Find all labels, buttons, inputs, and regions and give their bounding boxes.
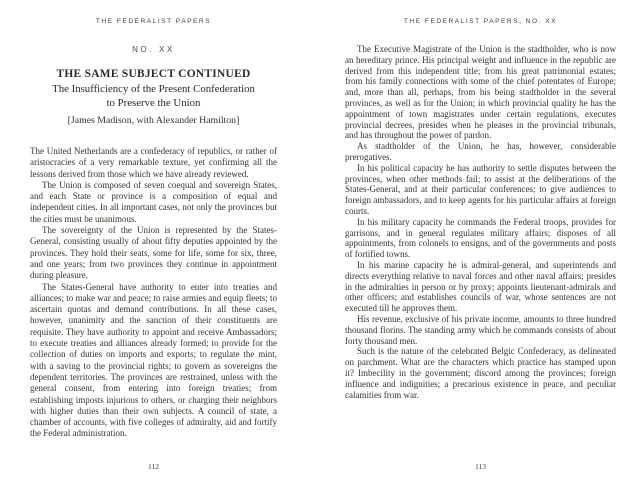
chapter-number: NO. XX — [132, 45, 175, 54]
running-header-right: THE FEDERALIST PAPERS, NO. XX — [403, 18, 558, 25]
running-header-left: THE FEDERALIST PAPERS — [95, 18, 212, 25]
paragraph: The States-General have authority to enter into treaties and alliances; to make war and peace; to raise armies and equip fleets; to ascertain quotas and demand contributions. In all these cases, however, unanimity and the sanction of their constituents are requisite. They have authority to appoint and receive Ambassadors; to execute treaties and alliances already formed; to provide for the collection of duties on imports and exports; to regulate the mint, with a saving to the provincial rights; to govern as sovereigns the dependent territories. The provinces are restrained, unless with the general consent, from entering into foreign treaties; from establishing imposts injurious to others, or charging their neighbors with higher duties than their own subjects. A council of state, a chamber of accounts, with five colleges of admiralty, aid and fortify the Federal administration. — [30, 281, 277, 439]
paragraph: In his political capacity he has authority to settle disputes between the provinces, when other methods fail; to assist at the deliberations of the States-General, and at their particular conferences; to give audiences to foreign ambassadors, and to keep agents for his particular affairs at foreign courts. — [345, 162, 616, 216]
paragraph: The sovereignty of the Union is represented by the States-General, consisting usually of about fifty deputies appointed by the provinces. They hold their seats, some for life, some for six, three, and one years; from two provinces they continue in appointment during pleasure. — [30, 225, 277, 281]
chapter-subtitle-line2: to Preserve the Union — [106, 96, 201, 109]
paragraph: The United Netherlands are a confederacy of republics, or rather of aristocracies of a very remarkable texture, yet confirming all the lessons derived from those which we have already reviewed. — [30, 146, 277, 179]
paragraph: The Executive Magistrate of the Union is the stadtholder, who is now an hereditary prince. His principal weight and influence in the republic are derived from this independent title; from his great patrimonial estates; from his family connections with some of the chief potentates of Europe; and, more than all, perhaps, from his being stadtholder in the several provinces, as well as for the Union; in which provincial quality he has the appointment of town magistrates under certain regulations, executes provincial decrees, presides when he pleases in the provincial tribunals, and has throughout the power of pardon. — [345, 44, 616, 141]
paragraph: The Union is composed of seven coequal and sovereign States, and each State or province is a composition of equal and independent cities. In all important cases, not only the provinces but the cities must be unanimous. — [30, 179, 277, 224]
paragraph: As stadtholder of the Union, he has, however, considerable prerogatives. — [345, 141, 616, 162]
author-attribution: [James Madison, with Alexander Hamilton] — [67, 115, 240, 127]
page-number-right: 113 — [474, 462, 487, 471]
right-page-body — [345, 44, 616, 400]
right-page — [320, 0, 640, 487]
chapter-subtitle — [30, 83, 277, 110]
left-page-body — [30, 146, 277, 440]
chapter-title: THE SAME SUBJECT CONTINUED — [56, 68, 251, 80]
paragraph: Such is the nature of the celebrated Belgic Confederacy, as delineated on parchment. What are the characters which practice has stamped upon it? Imbecility in the government; discord among the provinces; foreign influence and indignities; a precarious existence in peace, and peculiar calamities from war. — [345, 346, 616, 400]
paragraph: In his military capacity he commands the Federal troops, provides for garrisons, and in general regulates military affairs; disposes of all appointments, from colonels to ensigns, and of the governments and posts of fortified towns. — [345, 216, 616, 260]
chapter-heading — [30, 45, 277, 126]
page-number-left: 112 — [147, 462, 160, 471]
paragraph: In his marine capacity he is admiral-general, and superintends and directs everything relative to naval forces and other naval affairs; presides in the admiralties in person or by proxy; appoints lieutenant-admirals and other officers; and establishes councils of war, whose sentences are not executed till he approves them. — [345, 259, 616, 314]
chapter-subtitle-line1: The Insufficiency of the Present Confederation — [52, 83, 255, 95]
paragraph: His revenue, exclusive of his private income, amounts to three hundred thousand florins. The standing army which he commands consists of about forty thousand men. — [345, 313, 616, 346]
